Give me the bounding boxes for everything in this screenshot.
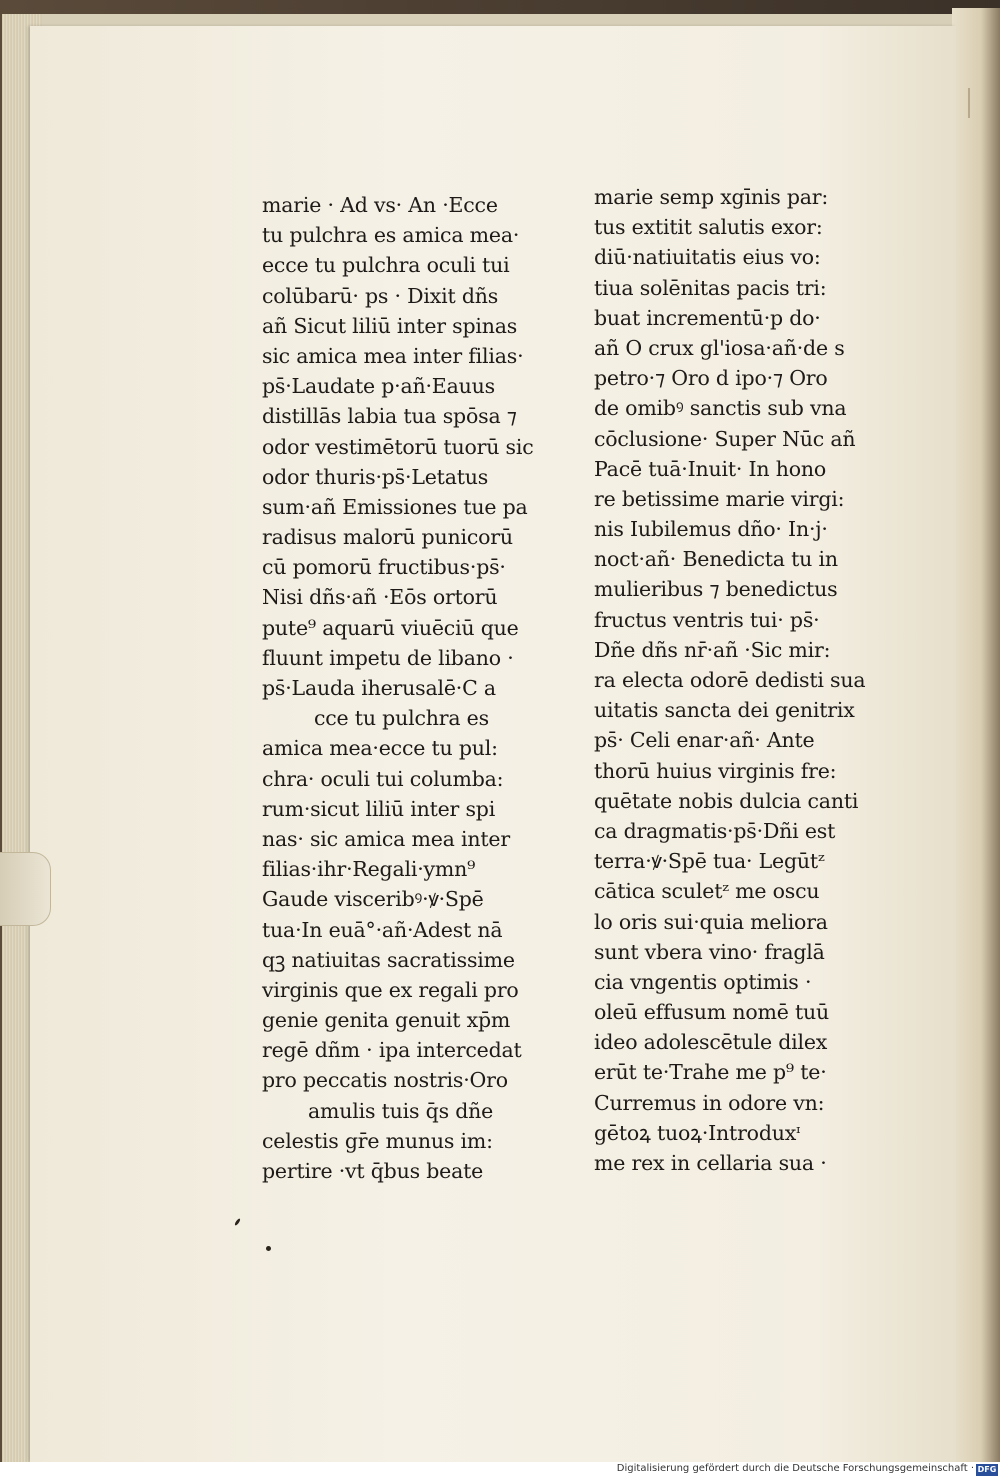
right-text-column — [594, 182, 884, 1178]
text-line: cōclusione· Super Nūc añ — [594, 426, 856, 451]
text-line: re betissime marie virgi: — [594, 486, 845, 511]
text-line: amica mea·ecce tu pul: — [262, 736, 498, 761]
text-line: chra· oculi tui columba: — [262, 766, 504, 791]
text-line: terra·ꝟ·Spē tua· Legūtᶻ — [594, 849, 825, 874]
text-line: gētoꝝ tuoꝝ·Introduxᶦ — [594, 1120, 801, 1145]
text-line: ecce tu pulchra oculi tui — [262, 253, 510, 278]
leaf-fold — [962, 88, 970, 118]
text-line: odor vestimētorū tuorū sic — [262, 434, 534, 459]
text-line: ra electa odorē dedisti sua — [594, 668, 866, 692]
left-text-column — [262, 190, 554, 1186]
text-line: pertire ·vt q̄bus beate — [262, 1159, 484, 1183]
text-line: odor thuris·ps̄·Letatus — [262, 464, 489, 489]
text-line: pro peccatis nostris·Oro — [262, 1068, 508, 1093]
text-line: rum·sicut liliū inter spi — [262, 796, 496, 821]
text-line: oleū effusum nomē tuū — [594, 1000, 830, 1025]
text-line: genie genita genuit xp̄m — [262, 1008, 511, 1033]
text-line: amulis tuis q̄s dñe — [308, 1098, 494, 1123]
text-line: tua·In euā°·añ·Adest nā — [262, 917, 503, 942]
footer-credit: Digitalisierung gefördert durch die Deutsche Forschungsgemeinschaft · — [616, 1463, 974, 1474]
text-line: colūbarū· ps · Dixit dñs — [262, 283, 499, 308]
text-line: tu pulchra es amica mea· — [262, 223, 520, 248]
text-line: Gaude visceribꝰ·ꝟ·Spē — [262, 887, 484, 912]
text-line: filias·ihr·Regali·ymn⁹ — [262, 857, 476, 882]
text-line: diū·natiuitatis eius vo: — [594, 245, 821, 270]
text-line: thorū huius virginis fre: — [594, 758, 837, 783]
text-line: quētate nobis dulcia canti — [594, 788, 859, 813]
text-line: distillās labia tua spōsa ⁊ — [262, 404, 517, 429]
text-line: cū pomorū fructibus·ps̄· — [262, 555, 506, 580]
text-line: Curremus in odore vn: — [594, 1090, 825, 1115]
text-line: fructus ventris tui· ps̄· — [594, 607, 820, 632]
text-line: marie semp xgīnis par: — [594, 185, 829, 209]
text-line: mulieribus ⁊ benedictus — [594, 577, 838, 602]
footer-bar — [0, 1462, 1000, 1478]
text-line: celestis gr̄e munus im: — [262, 1128, 493, 1153]
text-line: noct·añ· Benedicta tu in — [594, 547, 838, 572]
text-line: marie · Ad vs· An ·Ecce — [262, 193, 498, 217]
text-line: tiua solēnitas pacis tri: — [594, 275, 827, 300]
text-line: cātica sculetᶻ me oscu — [594, 879, 820, 904]
text-line: ps̄·Laudate p·añ·Eauus — [262, 374, 495, 399]
text-line: pute⁹ aquarū viuēciū que — [262, 615, 519, 640]
text-line: erūt te·Trahe me p⁹ te· — [594, 1060, 827, 1085]
text-line: lo oris sui·quia meliora — [594, 909, 828, 934]
text-line: Nisi dñs·añ ·Eōs ortorū — [262, 585, 498, 610]
text-line: de omibꝰ sanctis sub vna — [594, 396, 847, 421]
text-line: buat incrementū·p do· — [594, 305, 821, 330]
facing-leaf — [952, 8, 1000, 1462]
text-line: añ Sicut liliū inter spinas — [262, 313, 518, 338]
text-line: me rex in cellaria sua · — [594, 1151, 827, 1175]
text-line: cia vngentis optimis · — [594, 969, 812, 994]
text-line: tus extitit salutis exor: — [594, 215, 823, 240]
dfg-logo: DFG — [977, 1465, 997, 1474]
text-line: petro·⁊ Oro d ipo·⁊ Oro — [594, 366, 828, 391]
text-line: sum·añ Emissiones tue pa — [262, 494, 528, 519]
ink-speck — [266, 1246, 271, 1251]
text-line: qꝫ natiuitas sacratissime — [262, 947, 515, 972]
text-line: nis Iubilemus dño· In·j· — [594, 517, 828, 542]
text-line: virginis que ex regali pro — [262, 977, 519, 1002]
text-line: sic amica mea inter filias· — [262, 343, 524, 368]
text-line: uitatis sancta dei genitrix — [594, 698, 855, 723]
text-line: ca dragmatis·ps̄·Dñi est — [594, 818, 836, 843]
text-line: nas· sic amica mea inter — [262, 826, 510, 851]
text-line: añ O crux gl'iosa·añ·de s — [594, 335, 845, 360]
text-line: Pacē tuā·Inuit· In hono — [594, 456, 827, 481]
text-line: sunt vbera vino· fraglā — [594, 939, 825, 964]
text-line: ps̄·Lauda iherusalē·C a — [262, 676, 496, 700]
text-line: Dñe dñs nr̄·añ ·Sic mir: — [594, 637, 831, 662]
text-line: ps̄· Celi enar·añ· Ante — [594, 728, 815, 753]
text-line: fluunt impetu de libano · — [262, 645, 514, 670]
text-line: regē dñm · ipa intercedat — [262, 1038, 522, 1063]
text-line: cce tu pulchra es — [314, 706, 489, 731]
page-clip — [0, 852, 51, 926]
text-line: ideo adolescētule dilex — [594, 1030, 828, 1055]
text-line: radisus malorū punicorū — [262, 525, 513, 550]
